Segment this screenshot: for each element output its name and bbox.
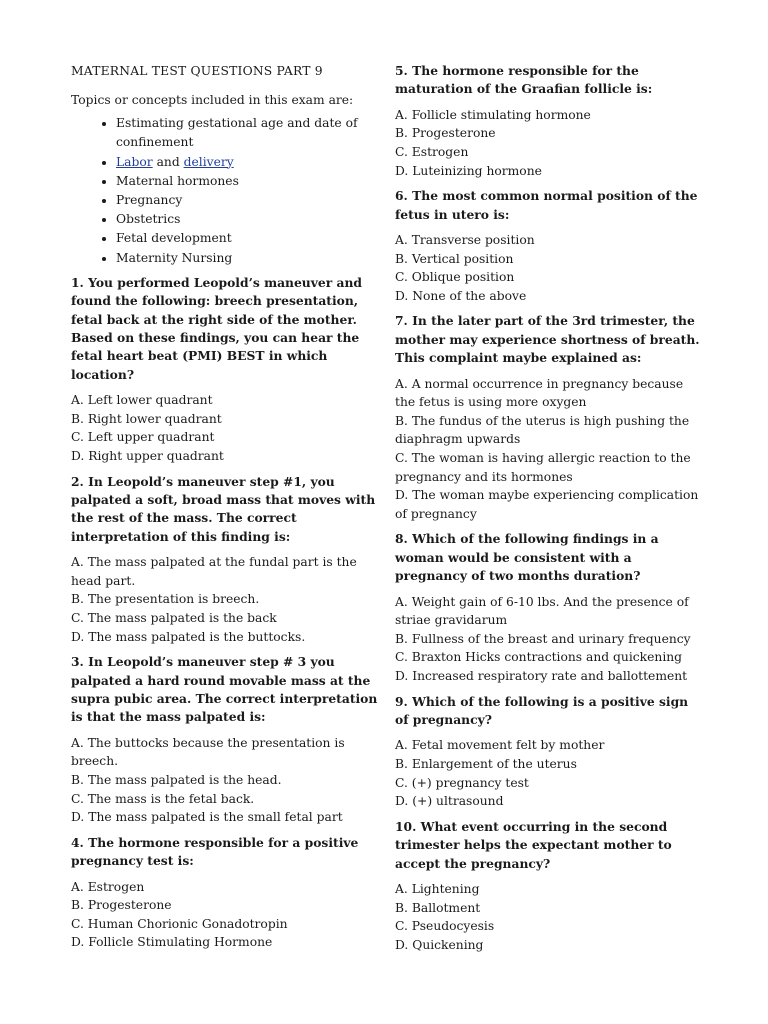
answer-option: C. Estrogen — [395, 145, 469, 159]
answer-option: A. A normal occurrence in pregnancy because the fetus is using more oxygen — [395, 376, 684, 410]
topic-item: • Maternity Nursing — [116, 249, 383, 268]
question-text: 7. In the later part of the 3rd trimester, the mother may experience shortness of breath. This complaint maybe explained as: — [395, 313, 700, 366]
question-5 — [395, 62, 701, 180]
question-text: 6. The most common normal position of the fetus in utero is: — [395, 188, 698, 222]
answer-option: D. The mass palpated is the buttocks. — [71, 629, 306, 644]
topic-item: • Maternal hormones — [116, 172, 383, 191]
answer-option: C. (+) pregnancy test — [395, 775, 529, 790]
answer-option: D. The woman maybe experiencing complication of pregnancy — [395, 488, 699, 521]
answer-option: A. Transverse position — [395, 233, 535, 247]
answer-option: C. Human Chorionic Gonadotropin — [71, 916, 288, 931]
answer-option: A. Lightening — [395, 881, 480, 896]
answer-option: A. Follicle stimulating hormone — [395, 107, 591, 122]
topic-item: • Fetal development — [116, 229, 383, 248]
document-title: MATERNAL TEST QUESTIONS PART 9 — [71, 64, 323, 78]
topic-item: • Obstetrics — [116, 210, 383, 229]
answer-option: B. The mass palpated is the head. — [71, 773, 282, 788]
topic-item: • Pregnancy — [116, 191, 383, 210]
question-6 — [395, 187, 701, 305]
question-8 — [395, 530, 701, 685]
topics-list — [71, 114, 383, 268]
answer-option: B. Progesterone — [71, 898, 172, 913]
question-10 — [395, 818, 701, 955]
answer-option: D. Follicle Stimulating Hormone — [71, 935, 273, 950]
question-text: 5. The hormone responsible for the maturation of the Graafian follicle is: — [395, 63, 653, 97]
topic-item — [116, 153, 383, 172]
answer-option: B. Fullness of the breast and urinary frequency — [395, 631, 691, 646]
question-7 — [395, 312, 701, 523]
question-1 — [71, 274, 383, 466]
answer-option: C. Oblique position — [395, 270, 515, 285]
answer-option: C. Pseudocyesis — [395, 919, 495, 934]
answer-option: C. Braxton Hicks contractions and quickening — [395, 650, 683, 665]
question-4 — [71, 834, 383, 952]
question-text: 4. The hormone responsible for a positive pregnancy test is: — [71, 834, 359, 869]
answer-option: A. The mass palpated at the fundal part is the head part. — [71, 555, 357, 588]
labor-link[interactable]: Labor — [116, 154, 153, 169]
question-text: 9. Which of the following is a positive sign of pregnancy? — [395, 693, 689, 727]
answer-option: A. The buttocks because the presentation is breech. — [71, 735, 345, 769]
question-2 — [71, 473, 383, 647]
answer-option: D. Increased respiratory rate and ballottement — [395, 668, 688, 683]
answer-option: A. Weight gain of 6-10 lbs. And the presence of striae gravidarum — [395, 594, 689, 628]
topic-item: • Estimating gestational age and date of confinement — [116, 114, 383, 152]
answer-option: D. The mass palpated is the small fetal part — [71, 810, 343, 825]
topic-conjunction: and — [152, 154, 184, 169]
question-9 — [395, 693, 701, 811]
answer-option: A. Fetal movement felt by mother — [395, 738, 605, 753]
question-text: 10. What event occurring in the second trimester helps the expectant mother to accept the pregnancy? — [395, 818, 672, 871]
question-text: 2. In Leopold’s maneuver step #1, you palpated a soft, broad mass that moves with the rest of the mass. The correct interpretation of this finding is: — [71, 473, 376, 544]
answer-option: C. The woman is having allergic reaction to the pregnancy and its hormones — [395, 450, 691, 484]
answer-option: D. Luteinizing hormone — [395, 163, 542, 178]
answer-option: C. The mass is the fetal back. — [71, 791, 255, 806]
answer-option: D. (+) ultrasound — [395, 794, 504, 809]
right-column — [395, 62, 701, 961]
answer-option: A. Estrogen — [71, 879, 145, 894]
question-3 — [71, 653, 383, 827]
question-text: 8. Which of the following findings in a woman would be consistent with a pregnancy of two months duration? — [395, 531, 659, 584]
answer-option: B. Enlargement of the uterus — [395, 756, 577, 771]
answer-option: B. Progesterone — [395, 126, 496, 141]
answer-option: D. Quickening — [395, 937, 484, 952]
answer-option: B. The fundus of the uterus is high pushing the diaphragm upwards — [395, 413, 690, 447]
topics-intro: Topics or concepts included in this exam are: — [71, 92, 354, 107]
answer-option: D. None of the above — [395, 288, 527, 303]
answer-option: B. The presentation is breech. — [71, 592, 260, 607]
question-text: 3. In Leopold’s maneuver step # 3 you palpated a hard round movable mass at the supra pubic area. The correct interpretation is that the mass palpated is: — [71, 654, 378, 725]
left-column — [71, 62, 383, 959]
answer-option: C. The mass palpated is the back — [71, 611, 277, 626]
answer-option: B. Ballotment — [395, 900, 481, 915]
answer-option: A. Left lower quadrant — [71, 393, 213, 408]
delivery-link[interactable]: delivery — [183, 154, 234, 169]
answer-option: B. Vertical position — [395, 251, 514, 266]
answer-option: D. Right upper quadrant — [71, 449, 224, 464]
answer-option: C. Left upper quadrant — [71, 430, 215, 445]
answer-option: B. Right lower quadrant — [71, 411, 222, 426]
question-text: 1. You performed Leopold’s maneuver and found the following: breech presentation, fetal back at the right side of the mother. Based on these findings, you can hear the fetal heart beat (PMI) BEST in which location? — [71, 274, 362, 382]
